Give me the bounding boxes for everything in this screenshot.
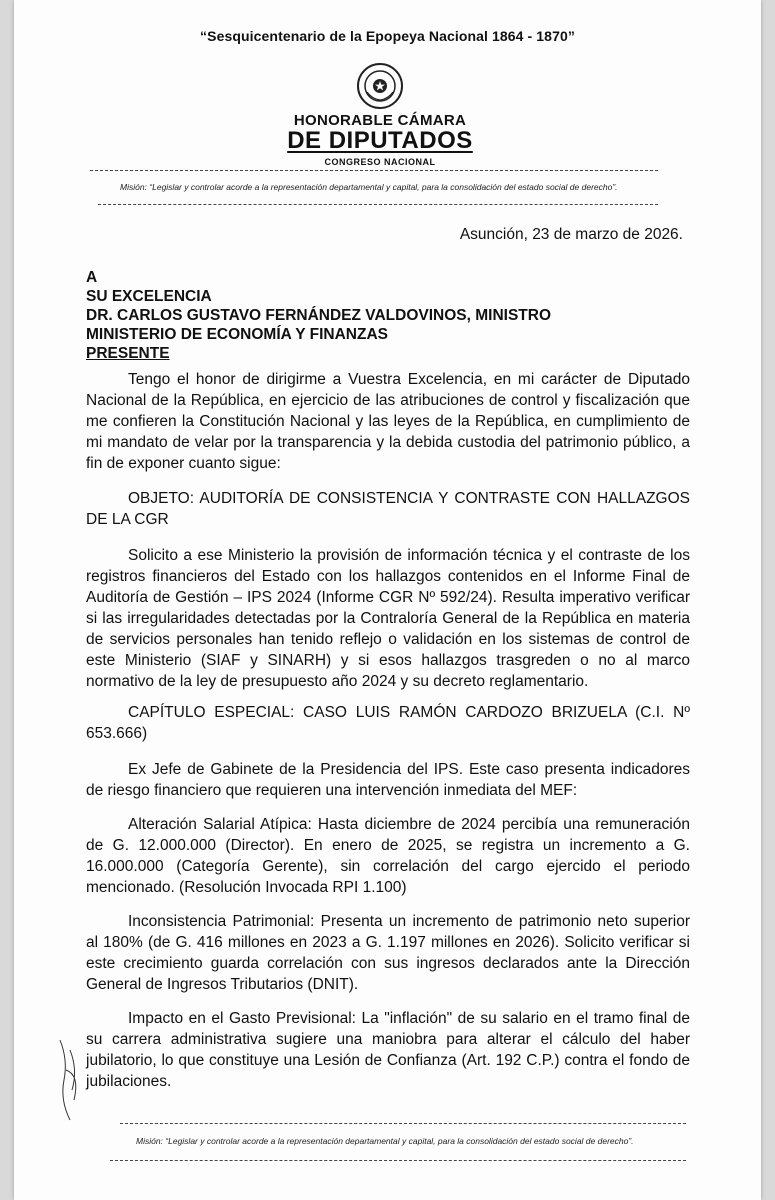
header-top-divider	[90, 170, 658, 171]
chamber-subtitle: CONGRESO NACIONAL	[324, 157, 436, 167]
paragraph-solicito: Solicito a ese Ministerio la provisión de información técnica y el contraste de los registros financieros del Estado con los hallazgos contenidos en el Informe Final de Auditoría de Gestión – IPS 2024 (Informe CGR Nº 592/24). Resulta imperativo verificar si las irregularidades detectadas por la Contraloría General de la República en materia de servicios personales han tenido reflejo o validación en los sistemas de control de este Ministerio (SIAF y SINARH) y si esos hallazgos trasgreden o no al marco normativo de la ley de presupuesto año 2024 y su decreto reglamentario.	[86, 547, 690, 690]
chamber-title-line2: DE DIPUTADOS	[287, 127, 473, 154]
chamber-title-line1: HONORABLE CÁMARA	[293, 112, 467, 129]
addressee-line: A	[86, 269, 98, 286]
paragraph-inconsistencia: Inconsistencia Patrimonial: Presenta un incremento de patrimonio neto superior al 180% (de G. 416 millones en 2023 a G. 1.197 millones en 2026). Solicito verificar si este crecimiento guarda correlación con sus ingresos declarados ante la Dirección General de Ingresos Tributarios (DNIT).	[86, 913, 690, 993]
paragraph-capitulo: CAPÍTULO ESPECIAL: CASO LUIS RAMÓN CARDOZO BRIZUELA (C.I. Nº 653.666)	[86, 704, 690, 742]
paragraph-alteracion: Alteración Salarial Atípica: Hasta diciembre de 2024 percibía una remuneración de G. 12.000.000 (Director). En enero de 2025, se registra un incremento a G. 16.000.000 (Categoría Gerente), sin correlación del cargo ejercido el periodo mencionado. (Resolución Invocada RPI 1.100)	[86, 816, 690, 896]
addressee-name: DR. CARLOS GUSTAVO FERNÁNDEZ VALDOVINOS, MINISTRO	[86, 307, 552, 324]
addressee-line: SU EXCELENCIA	[86, 288, 212, 305]
footer-top-divider	[120, 1123, 686, 1124]
header-bottom-divider	[98, 204, 658, 205]
national-seal-icon	[356, 62, 404, 110]
signature-mark	[40, 1030, 120, 1130]
letter-date: Asunción, 23 de marzo de 2026.	[459, 226, 683, 243]
footer-mission: Misión: “Legislar y controlar acorde a la representación departamental y capital, para la consolidación del estado social de derecho”.	[136, 1136, 634, 1146]
header-motto: “Sesquicentenario de la Epopeya Nacional 1864 - 1870”	[200, 28, 575, 44]
header-mission: Misión: “Legislar y controlar acorde a la representación departamental y capital, para la consolidación del estado social de derecho”.	[120, 182, 618, 192]
footer-bottom-divider	[110, 1160, 686, 1161]
chamber-header	[0, 112, 760, 167]
addressee-presente: PRESENTE	[86, 345, 170, 362]
paragraph-objeto: OBJETO: AUDITORÍA DE CONSISTENCIA Y CONTRASTE CON HALLAZGOS DE LA CGR	[86, 490, 690, 528]
paragraph-intro: Tengo el honor de dirigirme a Vuestra Excelencia, en mi carácter de Diputado Nacional de la República, en ejercicio de las atribuciones de control y fiscalización que me confieren la Constitución Nacional y las leyes de la República, en cumplimiento de mi mandato de velar por la transparencia y la debida custodia del patrimonio público, a fin de exponer cuanto sigue:	[86, 371, 690, 472]
addressee-block	[86, 268, 551, 363]
paragraph-impacto: Impacto en el Gasto Previsional: La "inflación" de su salario en el tramo final de su carrera administrativa sugiere una maniobra para alterar el cálculo del haber jubilatorio, lo que constituye una Lesión de Confianza (Art. 192 C.P.) contra el fondo de jubilaciones.	[86, 1010, 690, 1090]
paragraph-jefe: Ex Jefe de Gabinete de la Presidencia del IPS. Este caso presenta indicadores de riesgo financiero que requieren una intervención inmediata del MEF:	[86, 761, 690, 799]
addressee-ministry: MINISTERIO DE ECONOMÍA Y FINANZAS	[86, 326, 388, 343]
